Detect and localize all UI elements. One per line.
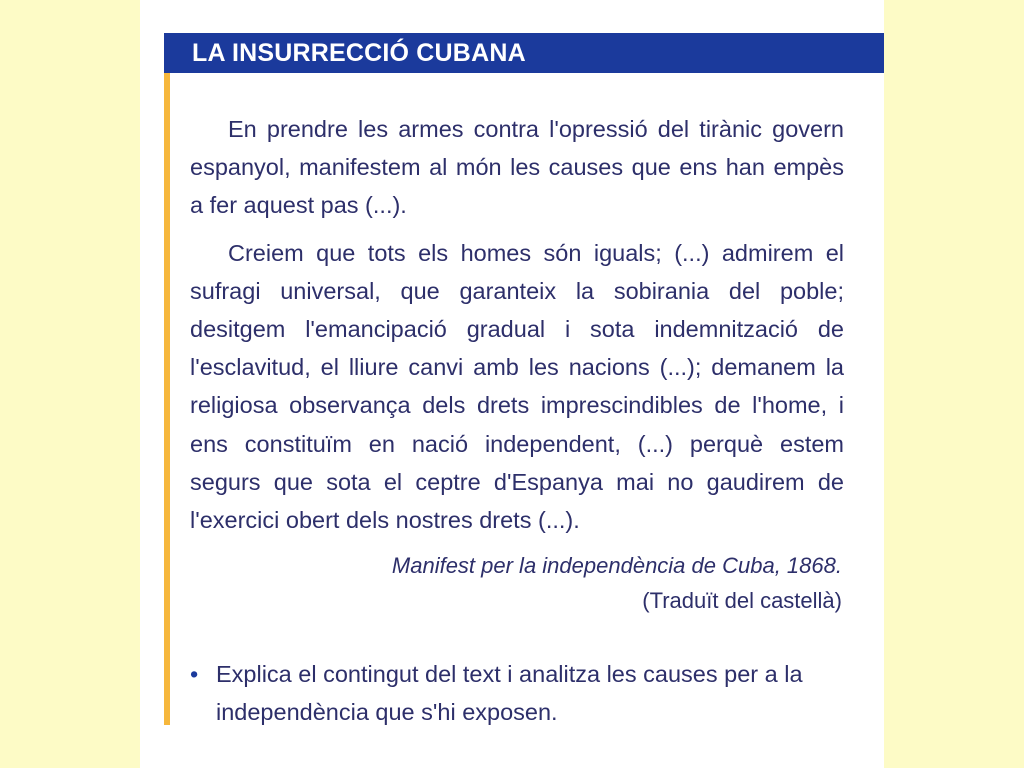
document-title: LA INSURRECCIÓ CUBANA bbox=[192, 39, 526, 67]
document-page bbox=[140, 0, 884, 768]
accent-bar bbox=[164, 73, 170, 725]
quote-block bbox=[190, 110, 844, 539]
source-attribution bbox=[392, 548, 842, 618]
quote-paragraph-2: Creiem que tots els homes són iguals; (...) admirem el sufragi universal, que garanteix la sobirania del poble; desitgem l'emancipació gradual i sota indemnització de l'esclavitud, el lliure canvi amb les nacions (...); demanem la religiosa observança dels drets imprescindibles de l'home, i ens constituïm en nació independent, (...) perquè estem segurs que sota el ceptre d'Espanya mai no gaudirem de l'exercici obert dels nostres drets (...). bbox=[190, 239, 844, 534]
quote-paragraph-1: En prendre les armes contra l'opressió del tirànic govern espanyol, manifestem al món les causes que ens han empès a fer aquest pas (...). bbox=[190, 116, 844, 219]
source-citation: Manifest per la independència de Cuba, 1868. bbox=[391, 553, 842, 578]
translation-note: (Traduït del castellà) bbox=[642, 588, 842, 613]
activity-question bbox=[190, 655, 850, 731]
bullet-icon: • bbox=[190, 661, 199, 687]
title-bar bbox=[164, 33, 884, 73]
activity-text: Explica el contingut del text i analitza les causes per a la independència que s'hi exposen. bbox=[216, 661, 803, 725]
